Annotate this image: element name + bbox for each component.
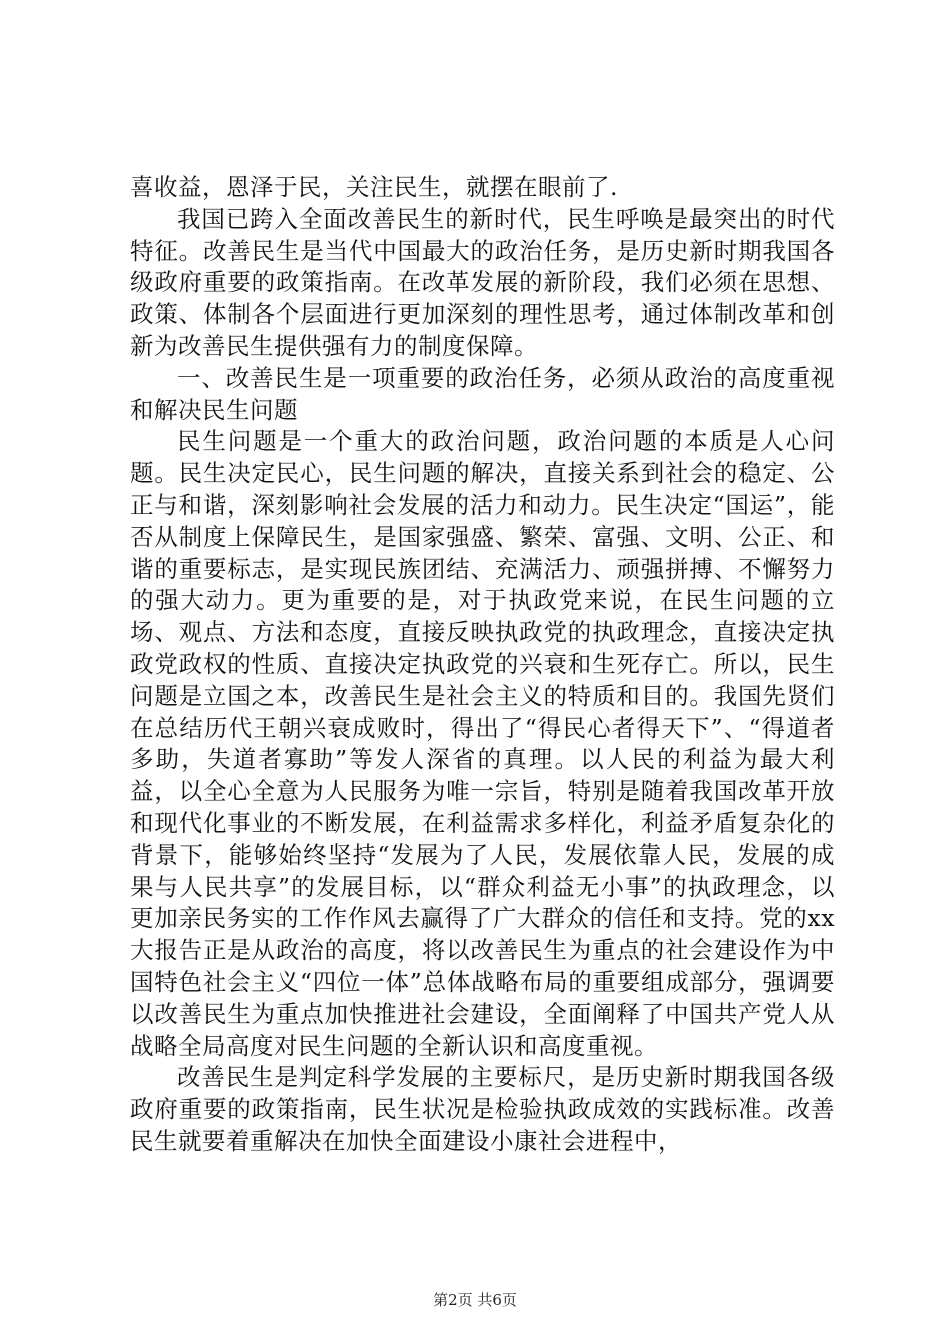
paragraph-continuation: 喜收益，恩泽于民，关注民生，就摆在眼前了. — [130, 173, 618, 201]
page-number-footer: 第2页 共6页 — [433, 1291, 517, 1309]
paragraph-scientific-development: 改善民生是判定科学发展的主要标尺，是历史新时期我国各级政府重要的政策指南，民生状况是检验执政成效的实践标准。改善民生就要着重解决在加快全面建设小康社会进程中， — [130, 1063, 835, 1155]
paragraph-political-issue: 民生问题是一个重大的政治问题，政治问题的本质是人心问题。民生决定民心，民生问题的解决，直接关系到社会的稳定、公正与和谐，深刻影响社会发展的活力和动力。民生决定“国运”，能否从制度上保障民生，是国家强盛、繁荣、富强、文明、公正、和谐的重要标志，是实现民族团结、充满活力、顽强拼搏、不懈努力的强大动力。更为重要的是，对于执政党来说，在民生问题的立场、观点、方法和态度，直接反映执政党的执政理念，直接决定执政党政权的性质、直接决定执政党的兴衰和生死存亡。所以，民生问题是立国之本，改善民生是社会主义的特质和目的。我国先贤们在总结历代王朝兴衰成败时，得出了“得民心者得天下”、“得道者多助，失道者寡助”等发人深省的真理。以人民的利益为最大利益，以全心全意为人民服务为唯一宗旨，特别是随着我国改革开放和现代化事业的不断发展，在利益需求多样化，利益矛盾复杂化的背景下，能够始终坚持“发展为了人民，发展依靠人民，发展的成果与人民共享”的发展目标，以“群众利益无小事”的执政理念，以更加亲民务实的工作作风去赢得了广大群众的信任和支持。党的xx大报告正是从政治的高度，将以改善民生为重点的社会建设作为中国特色社会主义“四位一体”总体战略布局的重要组成部分，强调要以改善民生为重点加快推进社会建设，全面阐释了中国共产党人从战略全局高度对民生问题的全新认识和高度重视。 — [130, 427, 835, 1060]
section-heading-1: 一、改善民生是一项重要的政治任务，必须从政治的高度重视和解决民生问题 — [130, 363, 835, 424]
document-body — [130, 172, 835, 1158]
paragraph-intro: 我国已跨入全面改善民生的新时代，民生呼唤是最突出的时代特征。改善民生是当代中国最大的政治任务，是历史新时期我国各级政府重要的政策指南。在改革发展的新阶段，我们必须在思想、政策、体制各个层面进行更加深刻的理性思考，通过体制改革和创新为改善民生提供强有力的制度保障。 — [130, 204, 835, 360]
